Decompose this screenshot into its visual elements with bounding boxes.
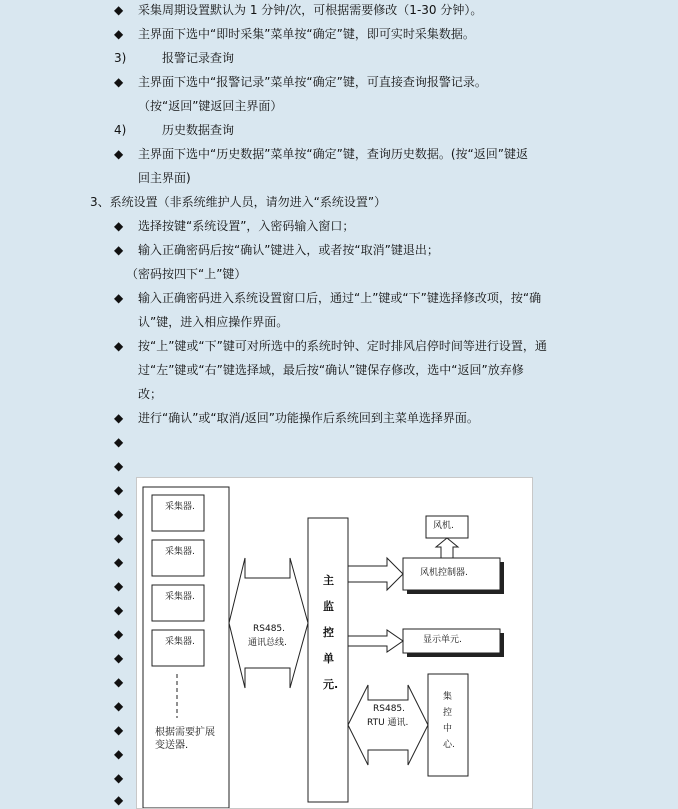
main-unit-char: 元. <box>323 678 339 691</box>
text-line: 回主界面) <box>138 171 191 185</box>
expand-note: 根据需要扩展变送器. <box>155 727 215 751</box>
bullet-icon: ◆ <box>114 747 124 761</box>
bullet-icon: ◆ <box>114 675 124 689</box>
bus-label: 通讯总线. <box>248 638 287 648</box>
center-char: 集 <box>443 692 453 702</box>
display-label: 显示单元. <box>423 635 462 645</box>
main-unit-char: 单 <box>323 652 334 665</box>
bullet-icon: ◆ <box>114 793 124 807</box>
fan-label: 风机. <box>433 521 454 531</box>
text-line: 输入正确密码进入系统设置窗口后，通过“上”键或“下”键选择修改项，按“确 <box>138 291 542 305</box>
text-line: （密码按四下“上”键） <box>126 267 247 281</box>
section-heading: 报警记录查询 <box>162 51 235 65</box>
bullet-icon: ◆ <box>114 459 124 473</box>
text-line: 进行“确认”或“取消/返回”功能操作后系统回到主菜单选择界面。 <box>138 411 479 425</box>
section-heading: 历史数据查询 <box>162 123 235 137</box>
text-line: （按“返回”键返回主界面） <box>138 99 283 113</box>
text-line: 过“左”键或“右”键选择域，最后按“确认”键保存修改，选中“返回”放弃修 <box>138 363 524 377</box>
main-unit-char: 监 <box>323 600 334 613</box>
section-number: 4) <box>114 123 127 137</box>
collector-label: 采集器. <box>165 502 195 512</box>
collector-box <box>152 540 204 576</box>
center-char: 心. <box>443 740 455 750</box>
text-line: 改； <box>138 387 163 401</box>
bullet-icon: ◆ <box>114 435 124 449</box>
collector-label: 采集器. <box>165 637 195 647</box>
collector-box <box>152 495 204 531</box>
rtu-label: RS485. <box>373 704 406 714</box>
text-line: 输入正确密码后按“确认”键进入，或者按“取消”键退出； <box>138 243 439 257</box>
bullet-icon: ◆ <box>114 507 124 521</box>
bullet-icon: ◆ <box>114 555 124 569</box>
text-line: 主界面下选中“历史数据”菜单按“确定”键，查询历史数据。(按“返回”键返 <box>138 147 528 161</box>
bullet-icon: ◆ <box>114 579 124 593</box>
text-line: 认”键，进入相应操作界面。 <box>138 315 289 329</box>
bullet-icon: ◆ <box>114 75 124 89</box>
bullet-icon: ◆ <box>114 243 124 257</box>
bullet-icon: ◆ <box>114 723 124 737</box>
fan-controller-label: 风机控制器. <box>420 568 468 578</box>
collector-box <box>152 630 204 666</box>
rtu-label: RTU 通讯. <box>367 718 409 728</box>
bullet-icon: ◆ <box>114 771 124 785</box>
bullet-icon: ◆ <box>114 339 124 353</box>
collector-box <box>152 585 204 621</box>
bullet-icon: ◆ <box>114 219 124 233</box>
bullet-icon: ◆ <box>114 147 124 161</box>
text-line: 采集周期设置默认为 1 分钟/次，可根据需要修改（1-30 分钟）。 <box>138 3 483 17</box>
bullet-icon: ◆ <box>114 3 124 17</box>
bullet-icon: ◆ <box>114 411 124 425</box>
chapter-heading: 3、系统设置（非系统维护人员，请勿进入“系统设置”） <box>90 195 387 209</box>
text-line: 主界面下选中“即时采集”菜单按“确定”键，即可实时采集数据。 <box>138 27 475 41</box>
text-line: 主界面下选中“报警记录”菜单按“确定”键，可直接查询报警记录。 <box>138 75 487 89</box>
bullet-icon: ◆ <box>114 603 124 617</box>
bullet-icon: ◆ <box>114 27 124 41</box>
bus-label: RS485. <box>253 624 286 634</box>
diagram-shapes <box>137 478 532 808</box>
bullet-icon: ◆ <box>114 699 124 713</box>
bullet-icon: ◆ <box>114 651 124 665</box>
section-number: 3) <box>114 51 127 65</box>
collector-label: 采集器. <box>165 592 195 602</box>
center-char: 控 <box>443 708 453 718</box>
bullet-icon: ◆ <box>114 291 124 305</box>
collector-label: 采集器. <box>165 547 195 557</box>
system-diagram <box>136 477 533 809</box>
text-line: 按“上”键或“下”键可对所选中的系统时钟、定时排风启停时间等进行设置，通 <box>138 339 547 353</box>
bullet-icon: ◆ <box>114 627 124 641</box>
main-unit-char: 主 <box>323 574 334 587</box>
bullet-icon: ◆ <box>114 483 124 497</box>
bullet-icon: ◆ <box>114 531 124 545</box>
center-char: 中 <box>443 724 453 734</box>
main-unit-char: 控 <box>323 626 334 639</box>
text-line: 选择按键“系统设置”，入密码输入窗口； <box>138 219 355 233</box>
